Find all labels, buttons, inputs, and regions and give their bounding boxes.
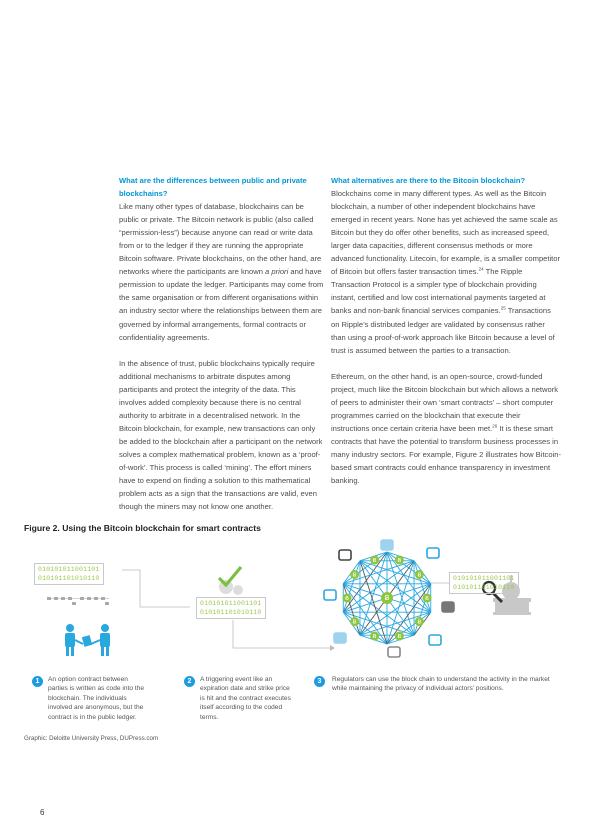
connector-line [233, 620, 330, 648]
code-block-trigger [196, 597, 266, 619]
binary-text: 010101011001101 [453, 575, 515, 582]
figure-title: Figure 2. Using the Bitcoin blockchain for smart contracts [24, 523, 261, 533]
bitcoin-symbol: Ƀ [352, 572, 357, 579]
handshake-icon [442, 602, 454, 612]
footnote-ref[interactable]: 26 [492, 423, 498, 429]
document-icon [324, 590, 336, 600]
footnote-ref[interactable]: 25 [500, 305, 506, 311]
step-2-badge: 2 [184, 676, 195, 687]
text-run: Blockchains come in many different types. As well as the Bitcoin blockchain, a number of other independent blockchains have emerged in recent years. None has yet achieved the same scale as Bitcoin but they do offer other benefits, such as increased speed, larger data capacities, different consensus methods or more advanced functionality. Litecoin, for example, is a smaller competitor of Bitcoin but offers faster transaction times. [331, 189, 561, 277]
code-block-contract [34, 563, 104, 585]
step-3-badge: 3 [314, 676, 325, 687]
bitcoin-symbol: Ƀ [345, 596, 349, 603]
text-run: and have permission to update the ledger. Participants may come from the same organisation or from different organisations within an industry sector where the relationships between them are governed by informal arrangements, formal contracts or confidentiality agreements. [119, 267, 324, 342]
step-3-text: Regulators can use the block chain to understand the activity in the market while maintaining the privacy of individual actors’ positions. [332, 676, 550, 693]
binary-text: 010101101010110 [200, 609, 262, 616]
checkmark-icon [219, 567, 241, 585]
arrow-head [330, 645, 335, 651]
text-run: It is these smart contracts that have the potential to transform business processes in many industry sectors. For example, Figure 2 illustrates how Bitcoin-based smart contracts could enhance transparency in investment banking. [331, 423, 562, 486]
bitcoin-symbol: Ƀ [425, 596, 429, 603]
step-1-text: An option contract between parties is written as code into the blockchain. The individuals involved are anonymous, but the contract is in the public ledger. [48, 676, 145, 721]
document-icon [388, 647, 400, 657]
bitcoin-symbol: Ƀ [384, 594, 390, 603]
bitcoin-symbol: Ƀ [372, 558, 377, 565]
bitcoin-symbol: Ƀ [372, 634, 377, 641]
code-block-regulator [449, 572, 519, 594]
text-run: Transactions on Ripple’s distributed ledger are validated by consensus rather than using a proof-of-work approach like Bitcoin because a level of trust is assumed between the parties to a transaction. [331, 306, 555, 355]
figure-credit: Graphic: Deloitte University Press, DUPress.com [24, 735, 159, 742]
bitcoin-symbol: Ƀ [397, 634, 402, 641]
text-run: Like many other types of database, blockchains can be public or private. The Bitcoin network is public (also called “permission-less”) because anyone can read or write data from or to the ledger if they are running the appropriate Bitcoin software. Private blockchains, on the other hand, are networks where the participants are known [119, 202, 322, 277]
binary-text: 010101101010110 [38, 575, 100, 582]
bitcoin-symbol: Ƀ [352, 619, 357, 626]
step-2-text: A triggering event like an expiration date and strike price is hit and the contract executes itself according to the coded terms. [200, 676, 291, 721]
page-number: 6 [40, 808, 45, 817]
bitcoin-symbol: Ƀ [397, 558, 402, 565]
left-paragraph-2: In the absence of trust, public blockchains typically require additional mechanisms to arbitrate disputes among participants and protect the integrity of the data. This involves added complexity because there is no central authority to arbitrate in a decentralised network. In the Bitcoin blockchain, for example, new transactions can only be added to the blockchain after a participant on the network solves a complex mathematical problem, known as a ‘proof-of-work’. This process is called ‘mining’. The effort miners have to expend on finding a solution to this mathematical problem acts as a sign that the transactions are valid, even though the miners may not know one another. [119, 358, 323, 512]
handshake-icon [381, 540, 393, 550]
binary-text: 010101011001101 [38, 566, 100, 573]
connector-line [122, 570, 190, 607]
binary-text: 010101101010110 [453, 584, 515, 591]
document-icon [427, 548, 439, 558]
left-heading: What are the differences between public and private blockchains? [119, 176, 307, 199]
text-run: The Ripple Transaction Protocol is a simpler type of blockchain providing instant, certified and low cost international payments targeted at banks and non-bank financial services companies. [331, 267, 546, 316]
step-1-badge: 1 [32, 676, 43, 687]
bitcoin-symbol: Ƀ [417, 619, 422, 626]
blockchain-network [324, 540, 454, 657]
handshake-icon [334, 633, 346, 643]
contract-signing-icon [65, 624, 110, 656]
chain-icon [47, 597, 109, 605]
text-run: Ethereum, on the other hand, is an open-source, crowd-funded project, much like the Bitcoin blockchain but which allows a network of peers to administer their own ‘smart contracts’ – short computer programmes carried on the blockchain that execute their instructions once certain criteria have been met. [331, 371, 559, 433]
document-icon [429, 635, 441, 645]
right-heading: What alternatives are there to the Bitcoin blockchain? [331, 176, 526, 185]
italic-text: a priori [265, 267, 289, 277]
footnote-ref[interactable]: 24 [478, 266, 484, 272]
bitcoin-symbol: Ƀ [417, 572, 422, 579]
binary-text: 010101011001101 [200, 600, 262, 607]
document-icon [339, 550, 351, 560]
